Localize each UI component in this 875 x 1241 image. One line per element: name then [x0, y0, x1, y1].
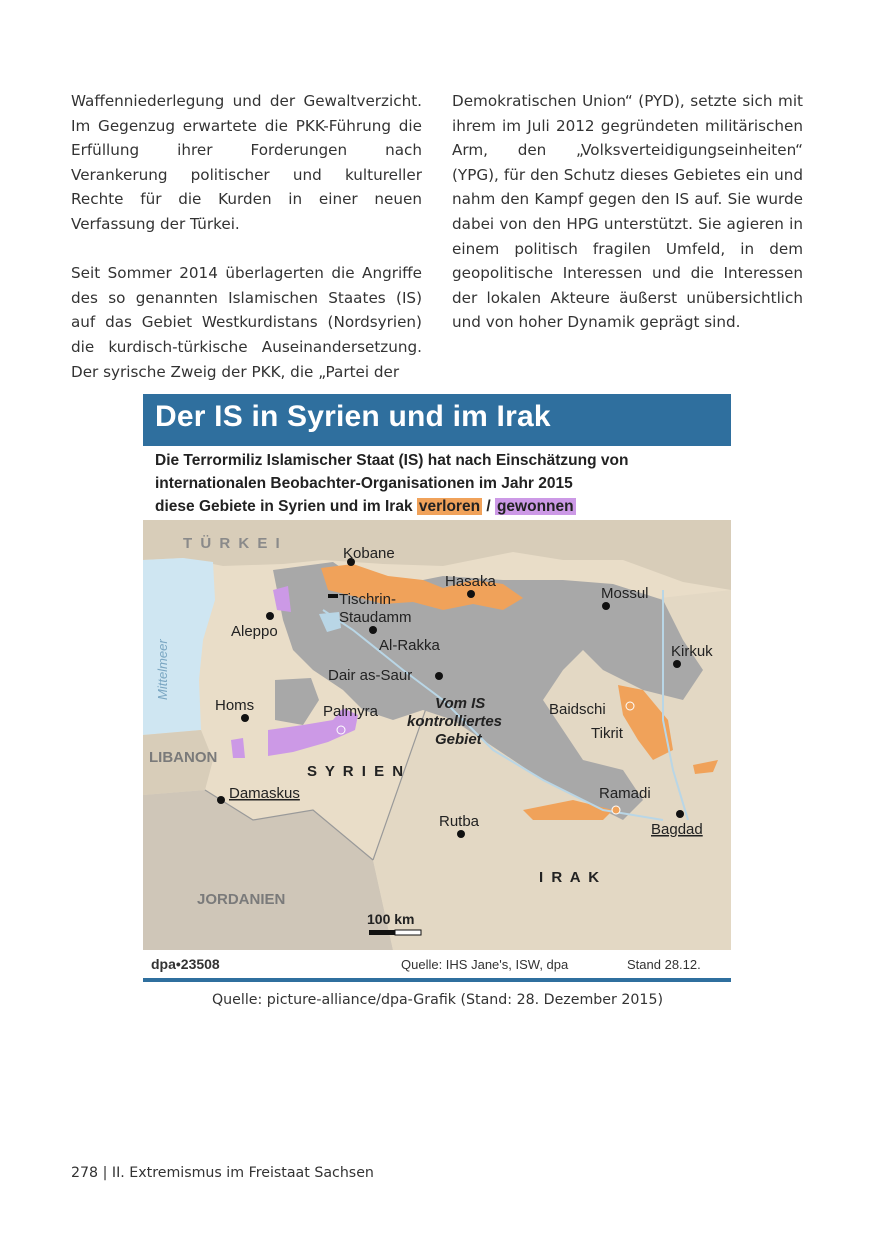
scale-bar [369, 930, 395, 935]
label-tischrin: Tischrin- [339, 591, 396, 608]
label-libanon: LIBANON [149, 749, 218, 766]
city-dot [457, 830, 465, 838]
scale-bar [395, 930, 421, 935]
city-dot [241, 714, 249, 722]
subtitle-text: diese Gebiete in Syrien und im Irak [155, 498, 417, 515]
label-palmyra: Palmyra [323, 703, 379, 720]
city-dot [467, 590, 475, 598]
figure-caption: Quelle: picture-alliance/dpa-Grafik (Stand: 28. Dezember 2015) [211, 992, 664, 1008]
figure-subtitle [143, 446, 731, 520]
label-scale: 100 km [367, 911, 415, 927]
city-dot [435, 672, 443, 680]
legend-separator: / [482, 498, 495, 515]
city-dot [602, 602, 610, 610]
label-damaskus: Damaskus [229, 785, 300, 802]
label-syrien: S Y R I E N [307, 763, 406, 780]
label-dairassaur: Dair as-Saur [328, 667, 413, 684]
label-rutba: Rutba [439, 813, 480, 830]
city-dot [337, 726, 345, 734]
label-kirkuk: Kirkuk [671, 643, 713, 660]
city-dot [612, 806, 620, 814]
paragraph: Waffenniederlegung und der Gewaltverzicht. Im Gegenzug erwartete die PKK-Führung die Erfüllung ihrer Forderungen nach Verankerung politischer und kultureller Rechte für die Kurden in einer neuen Verfassung der Türkei. [71, 92, 422, 233]
map-figure [143, 394, 731, 982]
subtitle-line-legend [155, 498, 576, 516]
label-mittelmeer: Mittelmeer [155, 639, 170, 700]
label-ramadi: Ramadi [599, 785, 651, 802]
label-staudamm: Staudamm [339, 609, 412, 626]
label-jordanien: JORDANIEN [197, 891, 286, 908]
label-is-area: kontrolliertes [407, 713, 503, 730]
page-footer: 278 | II. Extremismus im Freistaat Sachsen [71, 1165, 374, 1181]
label-kobane: Kobane [343, 545, 395, 562]
city-dot [369, 626, 377, 634]
label-baidschi: Baidschi [549, 701, 606, 718]
label-irak: I R A K [539, 869, 602, 886]
right-text-column [452, 89, 803, 360]
label-tuerkei: T Ü R K E I [183, 535, 282, 552]
city-dot [676, 810, 684, 818]
legend-gained: gewonnen [496, 498, 574, 515]
city-dot [673, 660, 681, 668]
label-tikrit: Tikrit [591, 725, 623, 742]
dam-marker [328, 594, 338, 598]
subtitle-line: Die Terrormiliz Islamischer Staat (IS) hat nach Einschätzung von [155, 452, 629, 469]
city-dot [266, 612, 274, 620]
label-hasaka: Hasaka [445, 573, 496, 590]
label-is-area: Vom IS [435, 695, 486, 712]
figure-title-bar [143, 394, 731, 446]
gained-area [231, 738, 245, 758]
city-dot [217, 796, 225, 804]
map-graphic [143, 520, 731, 950]
label-alrakka: Al-Rakka [379, 637, 440, 654]
city-dot [626, 702, 634, 710]
label-aleppo: Aleppo [231, 623, 278, 640]
label-mossul: Mossul [601, 585, 649, 602]
left-text-column [71, 89, 422, 409]
paragraph: Demokratischen Union“ (PYD), setzte sich mit ihrem im Juli 2012 gegründeten militärischen Arm, den „Volksverteidigungseinheiten“ (YPG), für den Schutz dieses Gebietes ein und nahm den Kampf gegen den IS auf. Sie wurde dabei von den HPG unterstützt. Sie agieren in einem politisch fragilen Umfeld, in dem geopolitische Interessen und die Interessen der lokalen Akteure äußerst unübersichtlich und von hoher Dynamik geprägt sind. [452, 92, 803, 332]
paragraph: Seit Sommer 2014 überlagerten die Angriffe des so genannten Islamischen Staates (IS) auf das Gebiet Westkurdistans (Nordsyrien) die kurdisch-türkische Auseinandersetzung. Der syrische Zweig der PKK, die „Partei der [71, 264, 422, 381]
label-homs: Homs [215, 697, 255, 714]
figure-footer [143, 950, 731, 982]
subtitle-line: internationalen Beobachter-Organisationen im Jahr 2015 [155, 475, 573, 492]
figure-title: Der IS in Syrien und im Irak [155, 400, 551, 433]
label-is-area: Gebiet [435, 731, 482, 748]
figure-source: Quelle: IHS Jane's, ISW, dpa [401, 957, 569, 972]
figure-date: Stand 28.12. [627, 957, 701, 972]
dpa-code: dpa•23508 [151, 956, 220, 972]
legend-lost: verloren [418, 498, 481, 515]
label-bagdad: Bagdad [651, 821, 703, 838]
